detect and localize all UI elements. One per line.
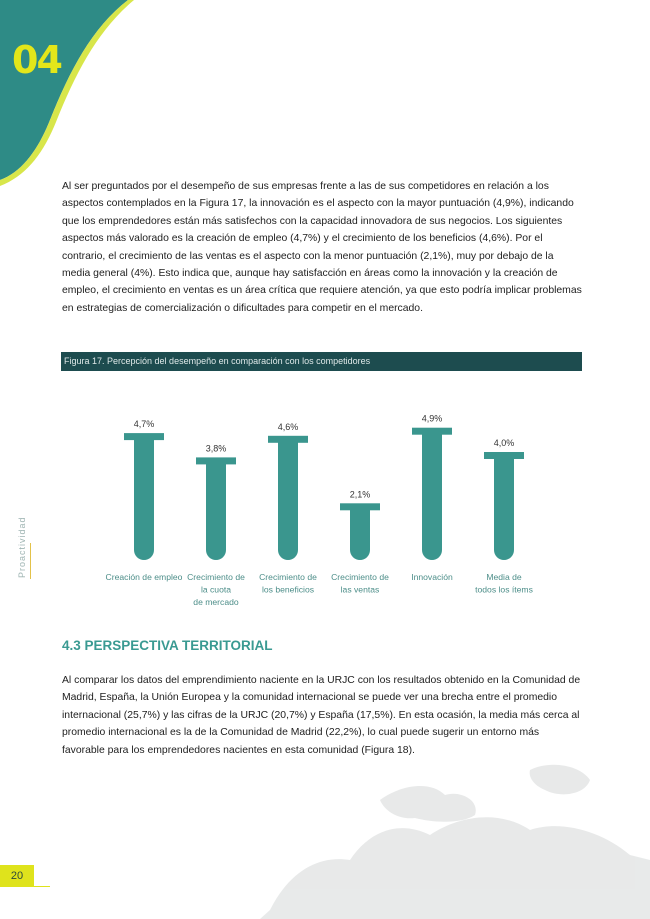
- category-label: Crecimiento de las ventas: [331, 572, 389, 595]
- bar-stem: [206, 463, 226, 560]
- chapter-number: 04: [12, 38, 61, 82]
- bar-cap: [268, 436, 308, 443]
- bar-stem: [494, 458, 514, 560]
- page-number-line: [34, 886, 50, 887]
- data-label: 4,0%: [493, 438, 515, 448]
- category-label: Innovación: [411, 572, 453, 582]
- bar-4: [412, 428, 452, 560]
- data-label: 2,1%: [349, 489, 371, 500]
- side-accent-line: [30, 543, 31, 579]
- side-section-label: Proactividad: [17, 516, 27, 578]
- bar-stem: [134, 439, 154, 560]
- data-label: 4,9%: [421, 413, 443, 424]
- bar-cap: [196, 457, 236, 464]
- corner-decoration: [0, 0, 200, 200]
- category-label: Media de todos los ítems: [475, 572, 533, 595]
- data-label: 4,6%: [277, 421, 299, 432]
- bar-5: [484, 452, 524, 560]
- category-label: Creación de empleo: [105, 572, 183, 582]
- data-label: 3,8%: [205, 443, 227, 454]
- bar-cap: [340, 503, 380, 510]
- category-label: Crecimiento de los beneficios: [259, 572, 317, 595]
- bar-cap: [124, 433, 164, 440]
- bar-1: [196, 457, 236, 560]
- data-label: 4,7%: [133, 419, 155, 430]
- bar-2: [268, 436, 308, 560]
- page-number: 20: [0, 865, 34, 887]
- figure-caption: Figura 17. Percepción del desempeño en comparación con los competidores: [61, 352, 582, 371]
- bar-stem: [278, 442, 298, 560]
- map-watermark: [230, 760, 650, 919]
- bar-cap: [412, 428, 452, 435]
- bar-0: [124, 433, 164, 560]
- territorial-paragraph: Al comparar los datos del emprendimiento naciente en la URJC con los resultados obtenido en la Comunidad de Madrid, España, la Unión Europea y la comunidad internacional se puede ver una brecha entre el promedio internacional (25,7%) y las cifras de la URJC (20,7%) y España (17,5%). En esta ocasión, la media más cerca al promedio internacional es la de la Comunidad de Madrid (22,2%), lo cual puede sugerir un entorno más favorable para los emprendedores nacientes en esta comunidad (Figura 18).: [62, 675, 581, 756]
- intro-paragraph: Al ser preguntados por el desempeño de sus empresas frente a las de sus competidores en relación a los aspectos contemplados en la Figura 17, la innovación es el aspecto con la mayor puntuación (4,9%), indicando que los emprendedores están más satisfechos con la capacidad innovadora de sus negocios. Los siguientes aspectos más valorado es la creación de empleo (4,7%) y el crecimiento de los beneficios (4,6%). Por el contrario, el crecimiento de las ventas es el aspecto con la menor puntuación (2,1%), muy por debajo de la media general (4%). Esto indica que, aunque hay satisfacción en áreas como la innovación y la creación de empleo, el crecimiento en ventas es un área crítica que requiere atención, ya que esto podría implicar problemas en estrategias de comercialización o dificultades para competir en el mercado.: [62, 181, 582, 314]
- bar-3: [340, 503, 380, 560]
- category-label: Crecimiento de la cuota de mercado: [187, 572, 245, 607]
- section-title: 4.3 PERSPECTIVA TERRITORIAL: [62, 638, 273, 653]
- bar-cap: [484, 452, 524, 459]
- bar-stem: [422, 434, 442, 560]
- bar-chart: [60, 380, 590, 615]
- bar-stem: [350, 509, 370, 560]
